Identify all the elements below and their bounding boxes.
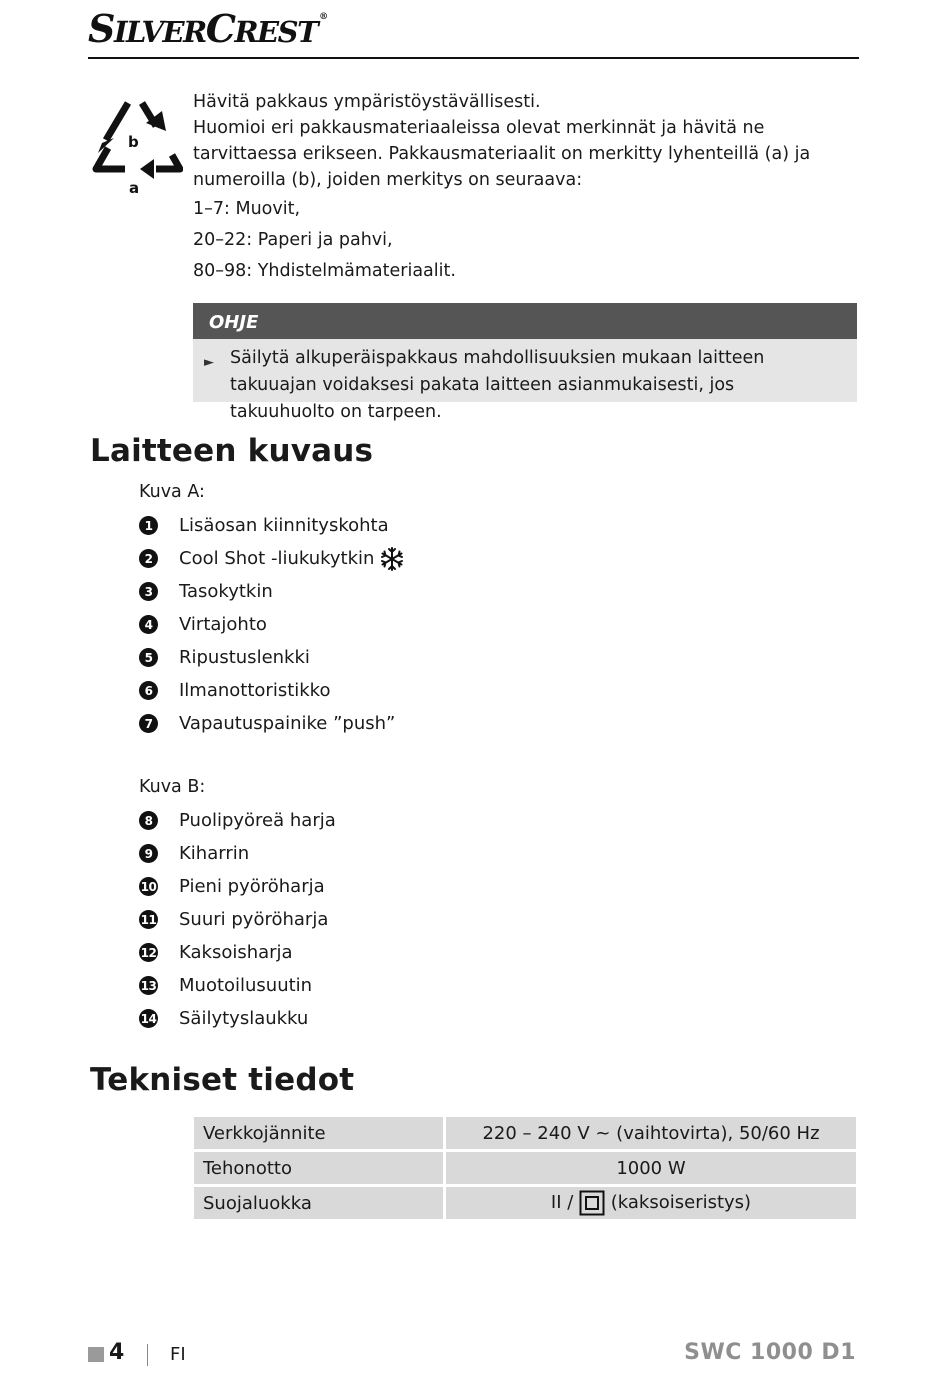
part-label: Tasokytkin: [179, 581, 273, 602]
page-number: 4: [109, 1340, 125, 1365]
part-number: 9: [139, 844, 158, 863]
part-number: 12: [139, 943, 158, 962]
part-number: 8: [139, 811, 158, 830]
spec-key: Verkkojännite: [194, 1117, 446, 1149]
snowflake-icon: [379, 546, 405, 572]
figure-a-label: Kuva A:: [139, 482, 205, 502]
specs-table: [194, 1114, 856, 1222]
footer-marker: [88, 1347, 104, 1362]
material-code: 1–7: Muovit,: [193, 199, 301, 219]
table-row: [194, 1117, 856, 1149]
note-title: OHJE: [193, 303, 857, 339]
part-item: [139, 575, 405, 608]
part-label: Cool Shot -liukukytkin: [179, 548, 375, 569]
part-label: Virtajohto: [179, 614, 267, 635]
recycling-icon: [88, 93, 183, 198]
part-label: Lisäosan kiinnityskohta: [179, 515, 389, 536]
note-text: Säilytä alkuperäispakkaus mahdollisuuksien mukaan laitteen takuuajan voidaksesi pakata laitteen asianmukaisesti, jos takuuhuolto on tarpeen.: [230, 348, 765, 422]
spec-key: Tehonotto: [194, 1152, 446, 1184]
recycling-text: [193, 89, 858, 286]
part-item: [139, 837, 336, 870]
recycling-line: Hävitä pakkaus ympäristöystävällisesti.: [193, 92, 541, 112]
part-number: 1: [139, 516, 158, 535]
part-item: [139, 1002, 336, 1035]
figure-b-label: Kuva B:: [139, 777, 206, 797]
material-code: 80–98: Yhdistelmämateriaalit.: [193, 261, 456, 281]
figure-a-list: [139, 509, 405, 740]
part-item: [139, 804, 336, 837]
part-item: [139, 707, 405, 740]
footer-divider: [147, 1344, 148, 1366]
figure-b-list: [139, 804, 336, 1035]
part-number: 5: [139, 648, 158, 667]
language-code: FI: [170, 1344, 186, 1365]
spec-value: 220 – 240 V ~ (vaihtovirta), 50/60 Hz: [446, 1117, 856, 1149]
part-number: 3: [139, 582, 158, 601]
material-code: 20–22: Paperi ja pahvi,: [193, 230, 393, 250]
part-item: [139, 903, 336, 936]
part-number: 14: [139, 1009, 158, 1028]
protection-desc: (kaksoiseristys): [610, 1192, 752, 1213]
table-row: [194, 1152, 856, 1184]
recycling-line: Huomioi eri pakkausmateriaaleissa olevat merkinnät ja hävitä ne tarvittaessa erikseen. Pakkausmateriaalit on merkitty lyhenteillä (a) ja numeroilla (b), joiden merkitys on seuraava:: [193, 118, 811, 190]
part-number: 11: [139, 910, 158, 929]
part-label: Säilytyslaukku: [179, 1008, 309, 1029]
part-item: [139, 542, 405, 575]
part-label: Pieni pyöröharja: [179, 876, 325, 897]
part-label: Vapautuspainike ”push”: [179, 713, 396, 734]
part-item: [139, 936, 336, 969]
svg-text:a: a: [129, 179, 140, 197]
svg-text:b: b: [128, 133, 139, 151]
part-item: [139, 608, 405, 641]
part-number: 4: [139, 615, 158, 634]
model-number: SWC 1000 D1: [684, 1340, 856, 1365]
part-number: 2: [139, 549, 158, 568]
note-box: [193, 303, 857, 422]
part-item: [139, 641, 405, 674]
double-insulation-icon: [579, 1190, 605, 1216]
arrow-icon: ►: [204, 355, 214, 370]
part-number: 7: [139, 714, 158, 733]
part-item: [139, 509, 405, 542]
part-label: Kiharrin: [179, 843, 250, 864]
section-heading-specs: Tekniset tiedot: [90, 1062, 355, 1098]
spec-value: [446, 1187, 856, 1219]
part-label: Suuri pyöröharja: [179, 909, 329, 930]
part-item: [139, 674, 405, 707]
part-number: 6: [139, 681, 158, 700]
part-item: [139, 870, 336, 903]
part-label: Ilmanottoristikko: [179, 680, 331, 701]
spec-key: Suojaluokka: [194, 1187, 446, 1219]
header-divider: [88, 57, 859, 59]
part-number: 10: [139, 877, 158, 896]
protection-class: II /: [550, 1192, 574, 1213]
brand-logo: SILVERCREST ®: [88, 6, 327, 51]
section-heading-device: Laitteen kuvaus: [90, 433, 374, 469]
part-label: Muotoilusuutin: [179, 975, 313, 996]
part-label: Puolipyöreä harja: [179, 810, 336, 831]
part-number: 13: [139, 976, 158, 995]
part-item: [139, 969, 336, 1002]
part-label: Ripustuslenkki: [179, 647, 310, 668]
part-label: Kaksoisharja: [179, 942, 293, 963]
spec-value: 1000 W: [446, 1152, 856, 1184]
table-row: [194, 1187, 856, 1219]
